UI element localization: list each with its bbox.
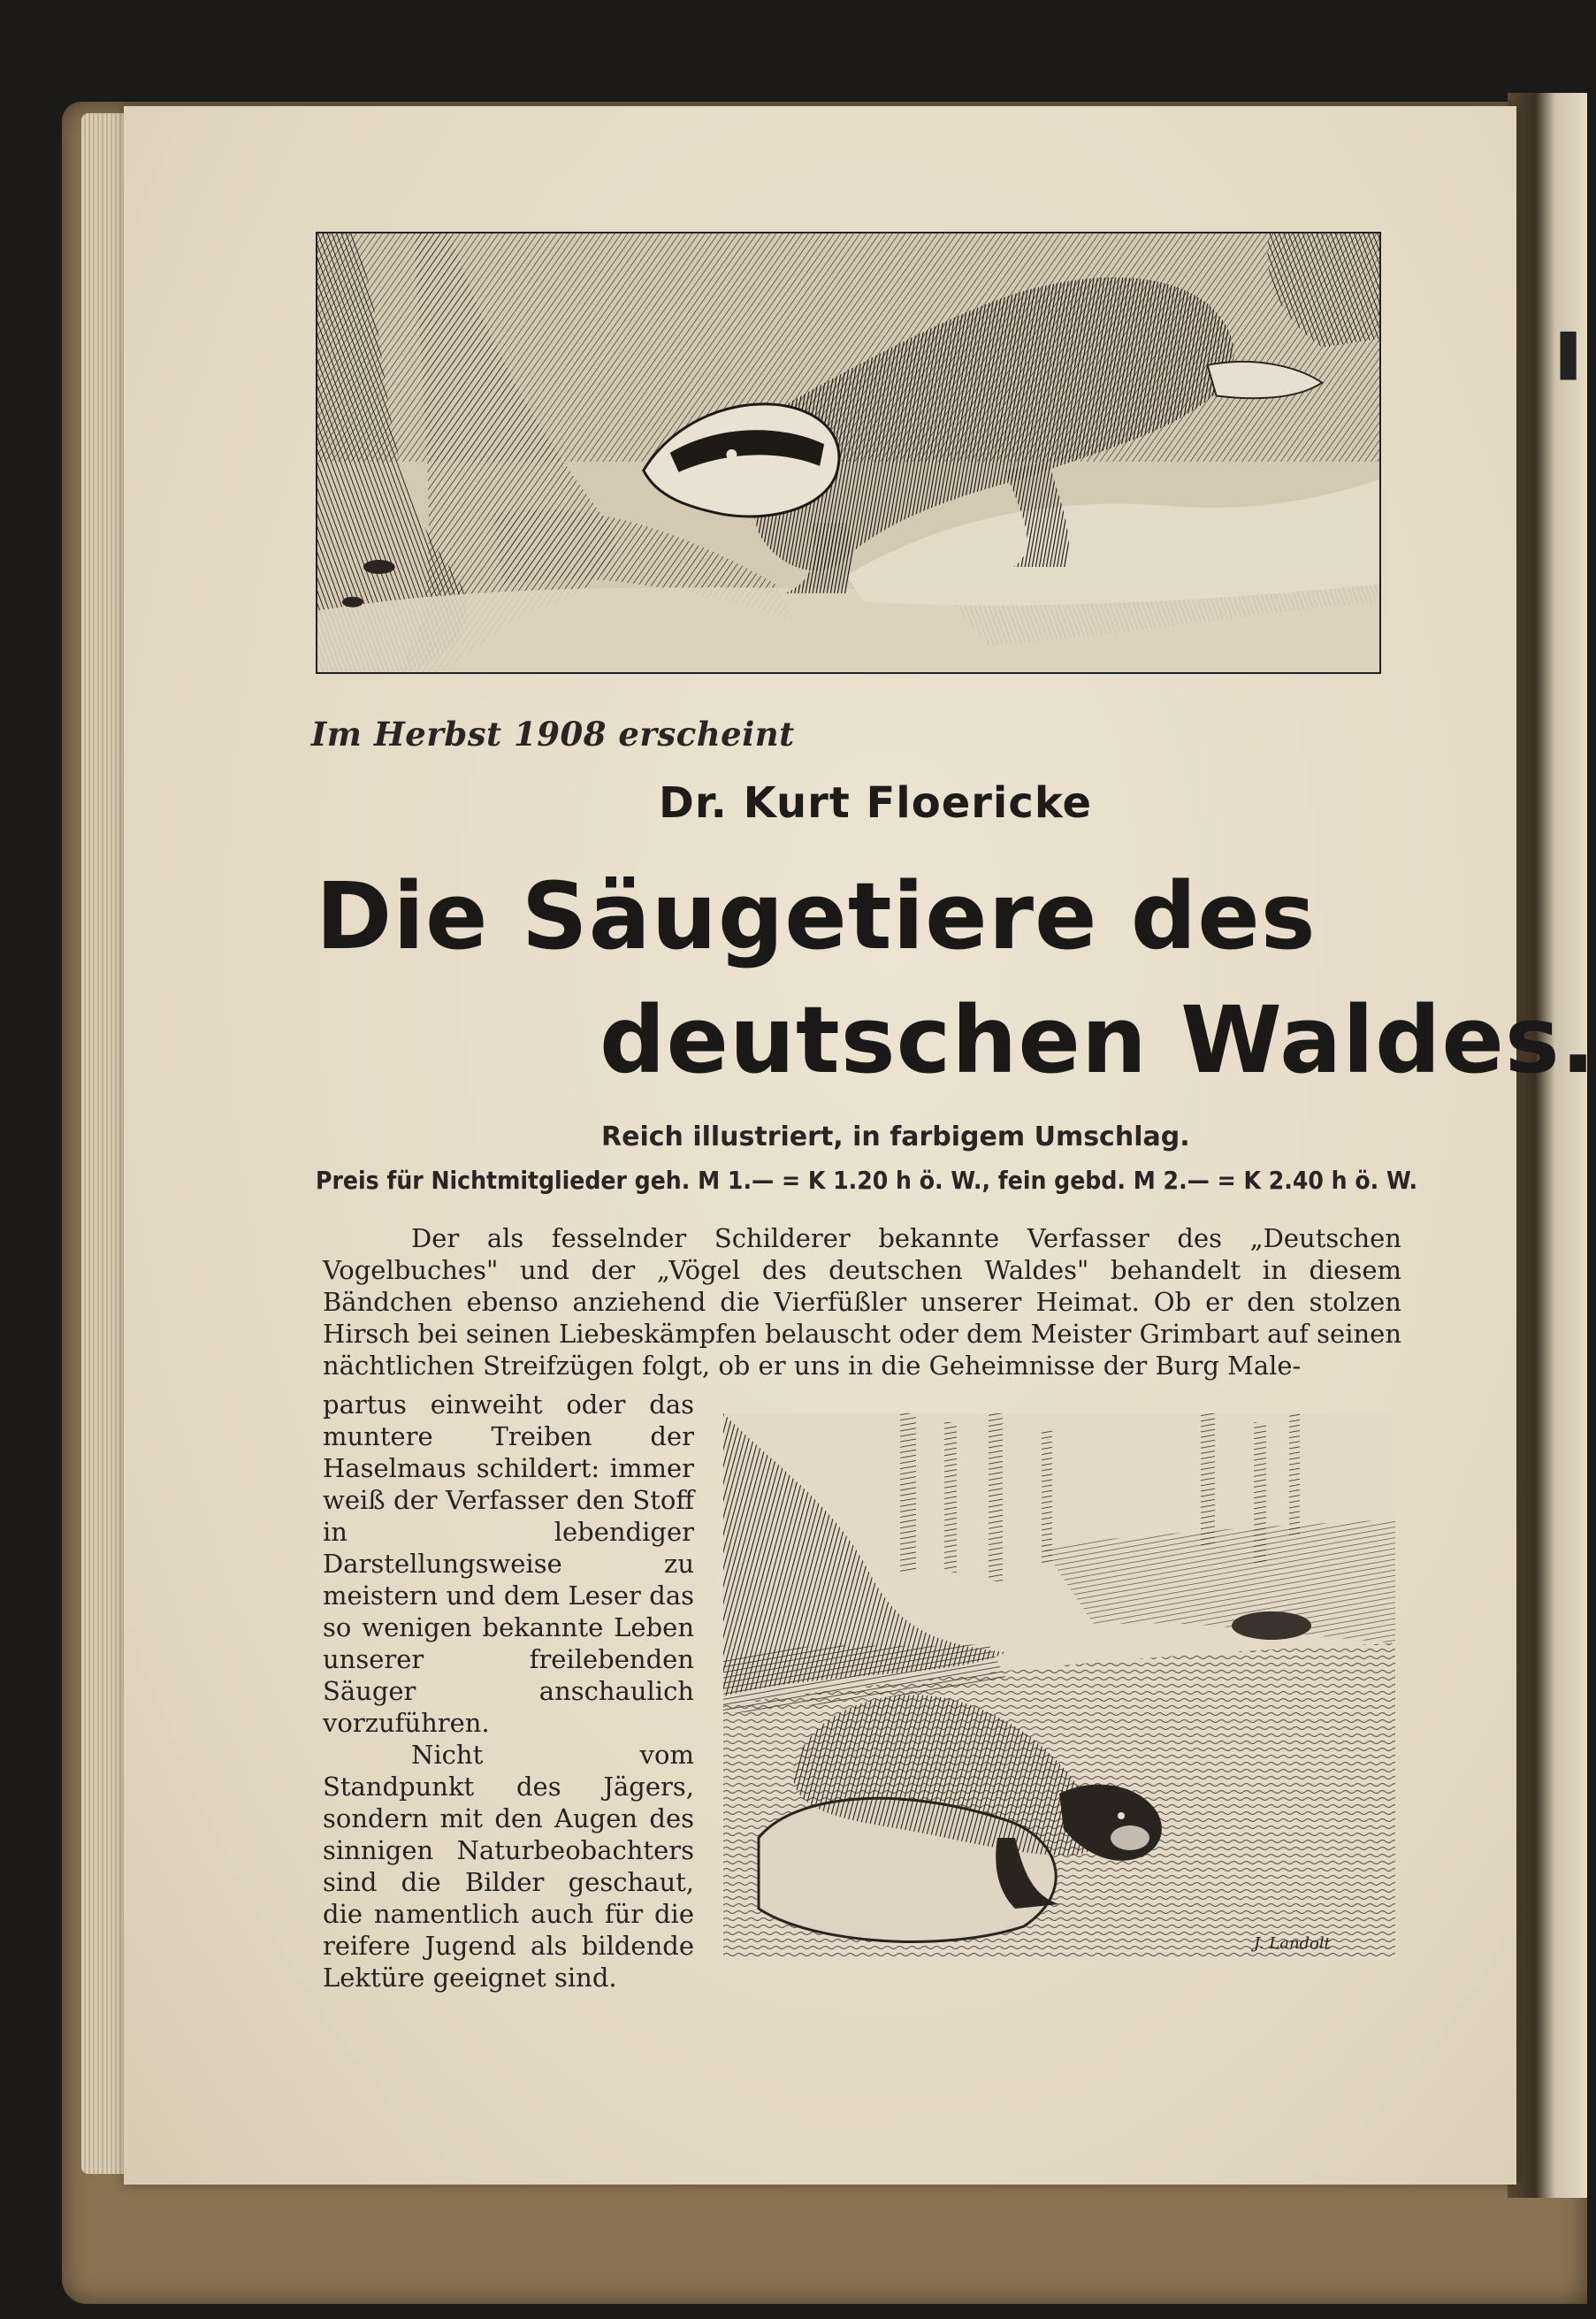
badger-illustration [316, 232, 1381, 674]
body-text-full-width [323, 1222, 1401, 1381]
price-line: Preis für Nichtmitglieder geh. M 1.— = K 1.20 h ö. W., fein gebd. M 2.— = K 2.40 h ö. W. [316, 1166, 1418, 1195]
next-page-edge: ▌ [1561, 332, 1592, 379]
author-name: Dr. Kurt Floericke [659, 778, 1093, 828]
book-title-line-2: deutschen Waldes. [599, 986, 1596, 1094]
announcement-text: Im Herbst 1908 erscheint [311, 715, 795, 754]
book-title-line-1: Die Säugetiere des [316, 862, 1317, 970]
otter-illustration [723, 1413, 1395, 1960]
book-subtitle: Reich illustriert, in farbigem Umschlag. [601, 1121, 1190, 1152]
book-gutter [1508, 93, 1587, 2198]
paragraph-1: Der als fesselnder Schilderer bekannte Verfasser des „Deutschen Vogelbuches" und der „Vögel des deutschen Waldes" behandelt in diesem Bändchen ebenso anziehend die Vierfüßler unserer Heimat. Ob er den stolzen Hirsch bei seinen Liebeskämpfen belauscht oder dem Meister Grimbart auf seinen nächtlichen Streifzügen folgt, ob er uns in die Geheimnisse der Burg Male- [323, 1223, 1401, 1381]
paragraph-1-continued: partus einweiht oder das muntere Treiben der Haselmaus schildert: immer weiß der Verfasser den Stoff in lebendiger Darstellungsweise zu meistern und dem Leser das so wenigen bekannte Leben unserer freilebenden Säuger anschaulich vorzuführen. [323, 1389, 694, 1738]
paragraph-2: Nicht vom Standpunkt des Jägers, sondern mit den Augen des sinnigen Naturbeobachters sind die Bilder geschaut, die namentlich auch für die reifere Jugend als bildende Lektüre geeignet sind. [323, 1740, 694, 1993]
artist-signature: J. Landolt [1254, 1934, 1331, 1953]
body-text-column [323, 1389, 694, 1994]
